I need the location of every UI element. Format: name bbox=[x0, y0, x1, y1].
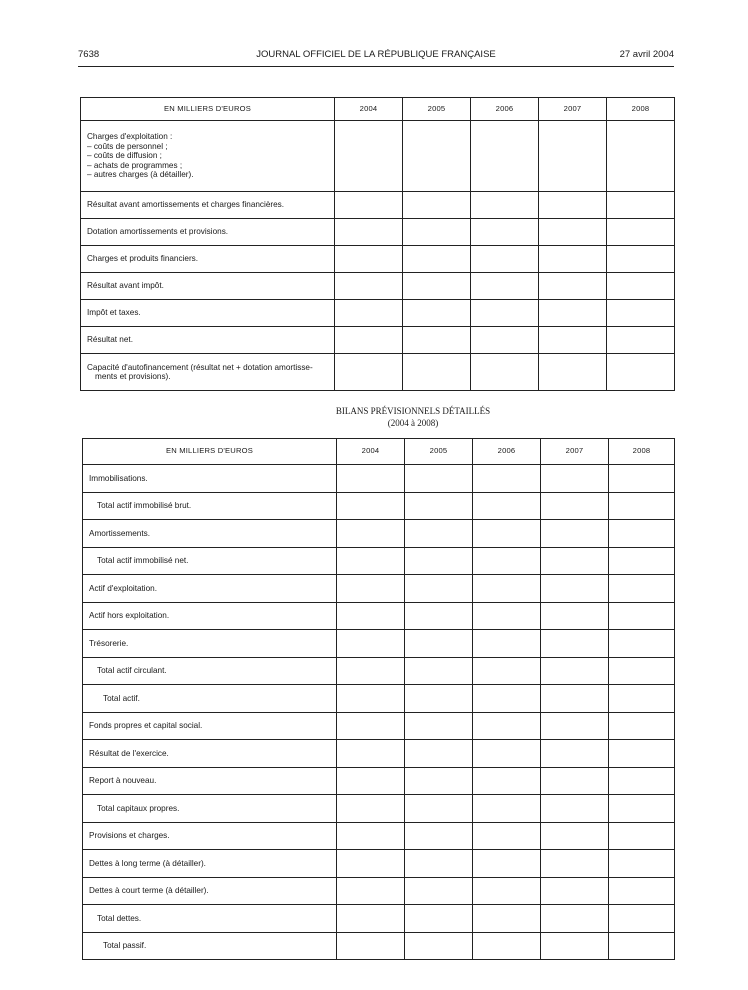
empty-cell bbox=[405, 877, 473, 905]
empty-cell bbox=[405, 575, 473, 603]
page-number: 7638 bbox=[78, 48, 100, 60]
empty-cell bbox=[539, 273, 607, 300]
empty-cell bbox=[539, 300, 607, 327]
empty-cell bbox=[405, 795, 473, 823]
empty-cell bbox=[337, 630, 405, 658]
empty-cell bbox=[473, 905, 541, 933]
row-label: Report à nouveau. bbox=[83, 767, 337, 795]
empty-cell bbox=[539, 246, 607, 273]
section-title: BILANS PRÉVISIONNELS DÉTAILLÉS bbox=[335, 406, 491, 416]
empty-cell bbox=[473, 877, 541, 905]
page-header bbox=[78, 46, 674, 62]
empty-cell bbox=[337, 465, 405, 493]
empty-cell bbox=[335, 121, 403, 192]
empty-cell bbox=[541, 547, 609, 575]
empty-cell bbox=[473, 492, 541, 520]
table-header-row bbox=[83, 439, 675, 465]
empty-cell bbox=[337, 767, 405, 795]
empty-cell bbox=[609, 630, 675, 658]
empty-cell bbox=[405, 905, 473, 933]
row-label: Total dettes. bbox=[83, 905, 337, 933]
table-row bbox=[83, 492, 675, 520]
empty-cell bbox=[337, 740, 405, 768]
empty-cell bbox=[541, 932, 609, 960]
empty-cell bbox=[609, 850, 675, 878]
empty-cell bbox=[473, 685, 541, 713]
column-header-year: 2006 bbox=[471, 98, 539, 121]
empty-cell bbox=[405, 520, 473, 548]
empty-cell bbox=[403, 354, 471, 391]
row-label: Immobilisations. bbox=[83, 465, 337, 493]
row-label: Impôt et taxes. bbox=[81, 300, 335, 327]
empty-cell bbox=[405, 850, 473, 878]
empty-cell bbox=[541, 767, 609, 795]
empty-cell bbox=[541, 630, 609, 658]
table-row bbox=[81, 327, 675, 354]
empty-cell bbox=[337, 657, 405, 685]
table-row bbox=[83, 850, 675, 878]
empty-cell bbox=[541, 905, 609, 933]
empty-cell bbox=[335, 219, 403, 246]
empty-cell bbox=[607, 246, 675, 273]
column-header-year: 2004 bbox=[337, 439, 405, 465]
empty-cell bbox=[473, 602, 541, 630]
column-header-label: EN MILLIERS D'EUROS bbox=[81, 98, 335, 121]
empty-cell bbox=[337, 822, 405, 850]
table-row bbox=[81, 246, 675, 273]
empty-cell bbox=[607, 273, 675, 300]
charges-title: Charges d'exploitation : bbox=[87, 132, 173, 142]
empty-cell bbox=[403, 219, 471, 246]
table-row bbox=[83, 465, 675, 493]
empty-cell bbox=[541, 850, 609, 878]
empty-cell bbox=[403, 192, 471, 219]
empty-cell bbox=[473, 630, 541, 658]
table-row bbox=[81, 300, 675, 327]
row-label: Fonds propres et capital social. bbox=[83, 712, 337, 740]
row-label: Actif hors exploitation. bbox=[83, 602, 337, 630]
column-header-year: 2007 bbox=[541, 439, 609, 465]
empty-cell bbox=[405, 547, 473, 575]
column-header-year: 2005 bbox=[403, 98, 471, 121]
empty-cell bbox=[335, 246, 403, 273]
table-row bbox=[83, 575, 675, 603]
empty-cell bbox=[541, 465, 609, 493]
empty-cell bbox=[337, 575, 405, 603]
empty-cell bbox=[337, 547, 405, 575]
table-row bbox=[81, 273, 675, 300]
table-row bbox=[83, 795, 675, 823]
table-row bbox=[83, 630, 675, 658]
column-header-year: 2005 bbox=[405, 439, 473, 465]
empty-cell bbox=[337, 932, 405, 960]
table-row bbox=[83, 712, 675, 740]
empty-cell bbox=[337, 712, 405, 740]
row-label: Amortissements. bbox=[83, 520, 337, 548]
row-label: Dettes à long terme (à détailler). bbox=[83, 850, 337, 878]
empty-cell bbox=[609, 932, 675, 960]
empty-cell bbox=[607, 219, 675, 246]
row-label: Total actif circulant. bbox=[83, 657, 337, 685]
empty-cell bbox=[473, 657, 541, 685]
empty-cell bbox=[473, 767, 541, 795]
empty-cell bbox=[473, 795, 541, 823]
row-label: Dettes à court terme (à détailler). bbox=[83, 877, 337, 905]
row-label: Total actif immobilisé net. bbox=[83, 547, 337, 575]
journal-title: JOURNAL OFFICIEL DE LA RÉPUBLIQUE FRANÇAISE bbox=[256, 48, 496, 60]
empty-cell bbox=[471, 327, 539, 354]
empty-cell bbox=[337, 602, 405, 630]
table-header-row bbox=[81, 98, 675, 121]
empty-cell bbox=[609, 905, 675, 933]
table-row bbox=[83, 685, 675, 713]
row-label: Charges et produits financiers. bbox=[81, 246, 335, 273]
caf-line: ments et provisions). bbox=[95, 372, 171, 381]
empty-cell bbox=[337, 795, 405, 823]
empty-cell bbox=[607, 354, 675, 391]
empty-cell bbox=[403, 121, 471, 192]
empty-cell bbox=[471, 300, 539, 327]
empty-cell bbox=[405, 685, 473, 713]
empty-cell bbox=[337, 877, 405, 905]
empty-cell bbox=[405, 767, 473, 795]
empty-cell bbox=[405, 465, 473, 493]
table-row bbox=[81, 219, 675, 246]
empty-cell bbox=[471, 246, 539, 273]
row-label: Total actif. bbox=[83, 685, 337, 713]
empty-cell bbox=[609, 492, 675, 520]
empty-cell bbox=[335, 273, 403, 300]
empty-cell bbox=[609, 465, 675, 493]
charges-items bbox=[87, 142, 328, 180]
table-row bbox=[83, 657, 675, 685]
row-label: Dotation amortissements et provisions. bbox=[81, 219, 335, 246]
table-row bbox=[83, 822, 675, 850]
empty-cell bbox=[473, 465, 541, 493]
row-label: Résultat avant impôt. bbox=[81, 273, 335, 300]
empty-cell bbox=[405, 822, 473, 850]
empty-cell bbox=[607, 300, 675, 327]
empty-cell bbox=[541, 822, 609, 850]
row-label: Trésorerie. bbox=[83, 630, 337, 658]
empty-cell bbox=[609, 767, 675, 795]
empty-cell bbox=[539, 121, 607, 192]
empty-cell bbox=[541, 575, 609, 603]
row-label-caf bbox=[81, 354, 335, 391]
empty-cell bbox=[337, 850, 405, 878]
empty-cell bbox=[335, 192, 403, 219]
charges-item: – coûts de diffusion ; bbox=[87, 151, 162, 161]
empty-cell bbox=[405, 932, 473, 960]
empty-cell bbox=[335, 327, 403, 354]
empty-cell bbox=[609, 602, 675, 630]
empty-cell bbox=[539, 327, 607, 354]
empty-cell bbox=[607, 192, 675, 219]
empty-cell bbox=[405, 602, 473, 630]
row-label: Total capitaux propres. bbox=[83, 795, 337, 823]
empty-cell bbox=[609, 795, 675, 823]
column-header-year: 2004 bbox=[335, 98, 403, 121]
publication-date: 27 avril 2004 bbox=[619, 48, 674, 60]
row-label: Total actif immobilisé brut. bbox=[83, 492, 337, 520]
empty-cell bbox=[405, 630, 473, 658]
empty-cell bbox=[335, 354, 403, 391]
empty-cell bbox=[609, 657, 675, 685]
empty-cell bbox=[609, 877, 675, 905]
header-rule bbox=[78, 66, 674, 67]
empty-cell bbox=[541, 685, 609, 713]
empty-cell bbox=[403, 273, 471, 300]
empty-cell bbox=[541, 877, 609, 905]
row-label: Résultat de l'exercice. bbox=[83, 740, 337, 768]
empty-cell bbox=[405, 712, 473, 740]
empty-cell bbox=[471, 273, 539, 300]
column-header-label: EN MILLIERS D'EUROS bbox=[83, 439, 337, 465]
table-row bbox=[83, 877, 675, 905]
empty-cell bbox=[473, 712, 541, 740]
empty-cell bbox=[473, 850, 541, 878]
table-row bbox=[81, 121, 675, 192]
empty-cell bbox=[609, 520, 675, 548]
row-label-charges bbox=[81, 121, 335, 192]
empty-cell bbox=[541, 492, 609, 520]
empty-cell bbox=[539, 192, 607, 219]
table-row bbox=[81, 354, 675, 391]
empty-cell bbox=[337, 520, 405, 548]
row-label: Actif d'exploitation. bbox=[83, 575, 337, 603]
empty-cell bbox=[541, 520, 609, 548]
charges-item: – achats de programmes ; bbox=[87, 160, 183, 170]
empty-cell bbox=[609, 740, 675, 768]
empty-cell bbox=[405, 492, 473, 520]
empty-cell bbox=[403, 246, 471, 273]
table-row bbox=[83, 740, 675, 768]
empty-cell bbox=[609, 685, 675, 713]
table-row bbox=[83, 547, 675, 575]
empty-cell bbox=[405, 740, 473, 768]
empty-cell bbox=[541, 657, 609, 685]
empty-cell bbox=[473, 547, 541, 575]
empty-cell bbox=[607, 327, 675, 354]
table-row bbox=[83, 520, 675, 548]
column-header-year: 2008 bbox=[607, 98, 675, 121]
empty-cell bbox=[609, 712, 675, 740]
caf-line: Capacité d'autofinancement (résultat net + dotation amortisse- bbox=[87, 362, 313, 372]
row-label: Provisions et charges. bbox=[83, 822, 337, 850]
empty-cell bbox=[541, 795, 609, 823]
row-label: Résultat avant amortissements et charges financières. bbox=[81, 192, 335, 219]
empty-cell bbox=[473, 520, 541, 548]
empty-cell bbox=[471, 354, 539, 391]
table-row bbox=[83, 905, 675, 933]
empty-cell bbox=[607, 121, 675, 192]
empty-cell bbox=[609, 575, 675, 603]
empty-cell bbox=[405, 657, 473, 685]
charges-item: – coûts de personnel ; bbox=[87, 141, 168, 151]
empty-cell bbox=[471, 192, 539, 219]
empty-cell bbox=[403, 327, 471, 354]
empty-cell bbox=[337, 685, 405, 713]
balance-sheet-table bbox=[82, 438, 675, 960]
empty-cell bbox=[403, 300, 471, 327]
column-header-year: 2006 bbox=[473, 439, 541, 465]
section-subtitle: (2004 à 2008) bbox=[387, 418, 439, 428]
row-label: Total passif. bbox=[83, 932, 337, 960]
empty-cell bbox=[539, 354, 607, 391]
table-row bbox=[83, 767, 675, 795]
empty-cell bbox=[337, 492, 405, 520]
table-row bbox=[83, 932, 675, 960]
empty-cell bbox=[473, 740, 541, 768]
empty-cell bbox=[609, 822, 675, 850]
charges-item: – autres charges (à détailler). bbox=[87, 170, 194, 180]
table-row bbox=[83, 602, 675, 630]
empty-cell bbox=[473, 932, 541, 960]
empty-cell bbox=[539, 219, 607, 246]
column-header-year: 2007 bbox=[539, 98, 607, 121]
empty-cell bbox=[335, 300, 403, 327]
empty-cell bbox=[609, 547, 675, 575]
empty-cell bbox=[471, 121, 539, 192]
row-label: Résultat net. bbox=[81, 327, 335, 354]
empty-cell bbox=[541, 740, 609, 768]
empty-cell bbox=[471, 219, 539, 246]
column-header-year: 2008 bbox=[609, 439, 675, 465]
empty-cell bbox=[473, 822, 541, 850]
table-row bbox=[81, 192, 675, 219]
empty-cell bbox=[541, 602, 609, 630]
empty-cell bbox=[473, 575, 541, 603]
operating-results-table bbox=[80, 97, 675, 391]
empty-cell bbox=[337, 905, 405, 933]
empty-cell bbox=[541, 712, 609, 740]
